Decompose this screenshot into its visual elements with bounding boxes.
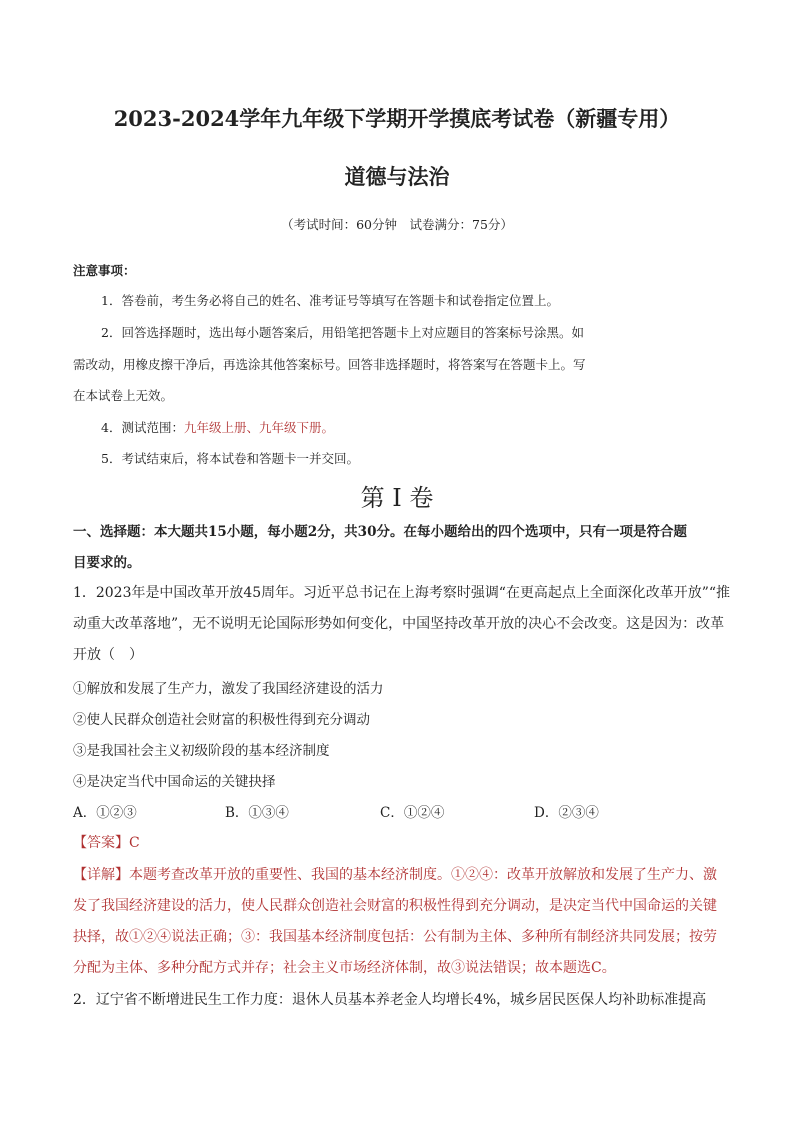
note-item-4-prefix: 4．测试范围： [101, 420, 184, 435]
question-1-stem-line-2: 动重大改革落地”，无不说明无论国际形势如何变化，中国坚持改革开放的决心不会改变。这是因为：改革 [73, 616, 725, 632]
detail-tag: 【详解】 [73, 867, 129, 883]
exam-info: （考试时间：60分钟 试卷满分：75分） [281, 217, 513, 232]
note-item-2-line-3: 在本试卷上无效。 [73, 388, 174, 403]
choice-a: A．①②③ [73, 805, 137, 821]
part-title: 第 I 卷 [360, 484, 434, 512]
question-1-statement-3: ③是我国社会主义初级阶段的基本经济制度 [73, 743, 330, 759]
choice-d: D．②③④ [534, 805, 599, 821]
note-item-2-line-1: 2．回答选择题时，选出每小题答案后，用铅笔把答题卡上对应题目的答案标号涂黑。如 [101, 325, 584, 340]
detail-text-2: 发了我国经济建设的活力，使人民群众创造社会财富的积极性得到充分调动，是决定当代中国命运的关键 [73, 898, 717, 914]
question-1-stem-line-1: 1．2023年是中国改革开放45周年。习近平总书记在上海考察时强调“在更高起点上全面深化改革开放”“推 [73, 585, 730, 601]
detail-text-4: 分配为主体、多种分配方式并存；社会主义市场经济体制，故③说法错误；故本题选C。 [73, 960, 616, 976]
note-item-2-line-2: 需改动，用橡皮擦干净后，再选涂其他答案标号。回答非选择题时，将答案写在答题卡上。写 [73, 357, 586, 372]
note-item-1: 1．答卷前，考生务必将自己的姓名、准考证号等填写在答题卡和试卷指定位置上。 [101, 293, 559, 308]
question-1-statement-2: ②使人民群众创造社会财富的积极性得到充分调动 [73, 712, 370, 728]
subject-title: 道德与法治 [344, 164, 450, 189]
question-1-statement-1: ①解放和发展了生产力，激发了我国经济建设的活力 [73, 681, 384, 697]
section-heading-line-2: 目要求的。 [73, 555, 141, 571]
answer-tag: 【答案】 [73, 835, 129, 851]
question-1-stem-line-3: 开放（ ） [73, 647, 143, 663]
question-1-detail-line-4 [73, 957, 616, 977]
note-item-4 [101, 418, 334, 436]
detail-text-3: 抉择，故①②④说法正确；③：我国基本经济制度包括：公有制为主体、多种所有制经济共同发展；按劳 [73, 929, 717, 945]
choice-c: C．①②④ [380, 805, 445, 821]
notes-heading: 注意事项： [73, 263, 136, 278]
note-item-5: 5．考试结束后，将本试卷和答题卡一并交回。 [101, 451, 359, 466]
question-1-statement-4: ④是决定当代中国命运的关键抉择 [73, 774, 276, 790]
question-1-answer [73, 832, 140, 852]
section-heading-line-1: 一、选择题：本大题共15小题，每小题2分，共30分。在每小题给出的四个选项中，只有一项是符合题 [73, 524, 687, 540]
question-1-detail-line-1 [73, 864, 717, 884]
note-item-4-scope: 九年级上册、九年级下册。 [183, 420, 334, 435]
detail-text-1: 本题考查改革开放的重要性、我国的基本经济制度。①②④：改革开放解放和发展了生产力、激 [129, 867, 717, 883]
question-2-stem-line-1: 2．辽宁省不断增进民生工作力度：退休人员基本养老金人均增长4%，城乡居民医保人均补助标准提高 [73, 992, 707, 1008]
choice-b: B．①③④ [225, 805, 289, 821]
question-1-detail-line-3 [73, 926, 717, 946]
question-1-detail-line-2 [73, 895, 717, 915]
answer-value: C [129, 835, 140, 851]
exam-title: 2023-2024学年九年级下学期开学摸底考试卷（新疆专用） [113, 106, 681, 131]
